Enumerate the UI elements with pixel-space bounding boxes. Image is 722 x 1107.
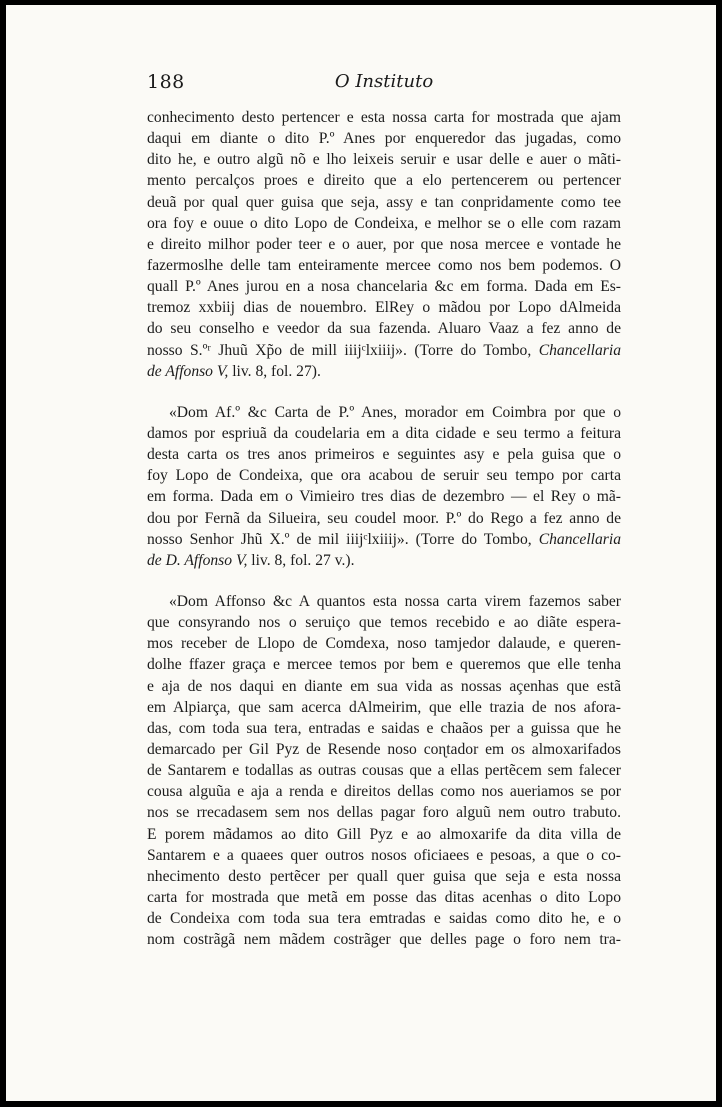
text-line [147, 887, 621, 908]
text-line [147, 402, 621, 423]
text-line [147, 192, 621, 213]
text-line [147, 361, 621, 382]
text-line [147, 444, 621, 465]
line-text: damos por espriuã da coudelaria em a dita cidade e seu termo a feitura [147, 424, 621, 442]
line-text: E porem mãdamos ao dito Gill Pyz e ao almoxarife da dita villa de [147, 825, 621, 843]
line-text: nhecimento desto pertẽcer per quall quer guisa que seja e esta nossa [147, 867, 621, 885]
line-text: foy Lopo de Condeixa, que ora acabou de seruir seu tempo por carta [147, 467, 621, 485]
line-tail: liv. 8, fol. 27). [228, 362, 321, 380]
text-line [147, 107, 621, 128]
text-line [147, 633, 621, 654]
line-text: que consyrando nos o seruiço que temos recebido e ao diãte espera- [147, 614, 621, 632]
text-line [147, 591, 621, 612]
text-line [147, 824, 621, 845]
text-line [147, 654, 621, 675]
line-text: nosso S.ºʳ Jhuũ Xp̃o de mill iiijᶜlxiiij». (Torre do Tombo, [147, 341, 539, 359]
text-line [147, 612, 621, 633]
line-text: cousa alguũa e aja a renda e direitos dellas como nos aueriamos se por [147, 783, 621, 801]
text-line [147, 170, 621, 191]
line-text: em forma. Dada em o Vimieiro tres dias de dezembro — el Rey o mã- [147, 488, 621, 506]
text-line [147, 255, 621, 276]
text-line [147, 676, 621, 697]
paragraph [147, 402, 621, 571]
line-text: e direito milhor poder teer e o auer, por que nosa mercee e vontade he [147, 235, 621, 253]
line-text: do seu conselho e veedor da sua fazenda. Aluaro Vaaz a fez anno de [147, 320, 621, 338]
text-line [147, 213, 621, 234]
line-text: tremoz xxbiij dias de nouembro. ElRey o mãdou por Lopo dAlmeida [147, 299, 621, 317]
text-line [147, 465, 621, 486]
page-number: 188 [147, 71, 185, 93]
text-line [147, 718, 621, 739]
italic-citation: de Affonso V, [147, 362, 229, 380]
line-text: de Condeixa com toda sua tera emtradas e saidas como dito he, e o [147, 910, 621, 928]
line-text: quall P.º Anes jurou en a nosa chancelaria &c em forma. Dada em Es- [147, 278, 621, 296]
italic-citation: de D. Affonso V, [147, 551, 248, 569]
running-title: O Instituto [334, 71, 434, 92]
line-text: conhecimento desto pertencer e esta nossa carta for mostrada que ajam [147, 109, 621, 126]
text-line [147, 697, 621, 718]
line-text: «Dom Affonso &c A quantos esta nossa carta virem fazemos saber [169, 592, 621, 610]
text-line [147, 318, 621, 339]
text-line [147, 781, 621, 802]
text-line [147, 276, 621, 297]
text-line [147, 929, 621, 950]
text-line [147, 508, 621, 529]
text-line [147, 739, 621, 760]
line-text: desta carta os tres anos primeiros e seguintes asy e pela guisa que o [147, 446, 621, 464]
line-text: mento percalços proes e direito que a elo pertencerem ou pertencer [147, 172, 621, 190]
line-tail: liv. 8, fol. 27 v.). [247, 551, 355, 569]
text-line [147, 297, 621, 318]
italic-citation: Chancellaria [538, 341, 621, 359]
text-line [147, 340, 621, 361]
text-line [147, 529, 621, 550]
line-text: de Santarem e todallas as outras cousas que a ellas pertẽcem sem falecer [147, 762, 621, 780]
line-text: nosso Senhor Jhũ X.º de mil iiijᶜlxiiij». (Torre do Tombo, [147, 530, 539, 548]
line-text: das, com toda sua tera, entradas e saidas e chaãos per a guissa que he [147, 719, 621, 737]
line-text: daqui em diante o dito P.º Anes por enqueredor das jugadas, como [147, 130, 621, 148]
line-text: carta for mostrada que metã em posse das ditas acenhas o dito Lopo [147, 888, 621, 906]
book-page [6, 5, 716, 1101]
text-line [147, 802, 621, 823]
text-line [147, 760, 621, 781]
line-text: deuã por qual quer guisa que seja, assy e tan conpridamente como tee [147, 193, 621, 211]
paragraph [147, 107, 621, 382]
line-text: «Dom Af.º &c Carta de P.º Anes, morador em Coimbra por que o [169, 403, 621, 421]
line-text: Santarem e a quaees quer outros nosos oficiaees e pesoas, a que o co- [147, 846, 621, 864]
line-text: em Alpiarça, que sam acerca dAlmeirim, que elle trazia de nos afora- [147, 698, 621, 716]
line-text: dolhe ffazer graça e mercee temos por bem e queremos que elle tenha [147, 656, 621, 674]
line-text: nos se rrecadasem sem nos dellas pagar foro alguũ nem outro trabuto. [147, 804, 621, 822]
line-text: demarcado per Gil Pyz de Resende noso coɳtador em os almoxarifados [147, 740, 621, 758]
line-text: nom costrãgã nem mãdem costrãger que delles page o foro nem tra- [147, 931, 621, 949]
text-line [147, 234, 621, 255]
text-line [147, 149, 621, 170]
text-line [147, 908, 621, 929]
text-line [147, 550, 621, 571]
line-text: mos receber de Llopo de Comdexa, noso tamjedor dalaude, e queren- [147, 635, 621, 653]
italic-citation: Chancellaria [538, 530, 621, 548]
text-line [147, 486, 621, 507]
line-text: fazermoslhe delle tam enteiramente mercee como nos bem podemos. O [147, 256, 621, 274]
line-text: dou por Fernã da Silueira, seu coudel moor. P.º do Rego a fez anno de [147, 509, 621, 527]
text-line [147, 845, 621, 866]
page-header [147, 71, 621, 101]
text-line [147, 866, 621, 887]
text-line [147, 128, 621, 149]
line-text: e aja de nos daqui en diante em sua vida as nossas açenhas que estã [147, 677, 621, 695]
paragraph [147, 591, 621, 950]
text-line [147, 423, 621, 444]
line-text: ora foy e ouue o dito Lopo de Condeixa, e melhor se o elle com razam [147, 214, 621, 232]
line-text: dito he, e outro algũ nõ e lho leixeis seruir e usar delle e auer o mãti- [147, 151, 621, 169]
body-text [147, 107, 621, 950]
